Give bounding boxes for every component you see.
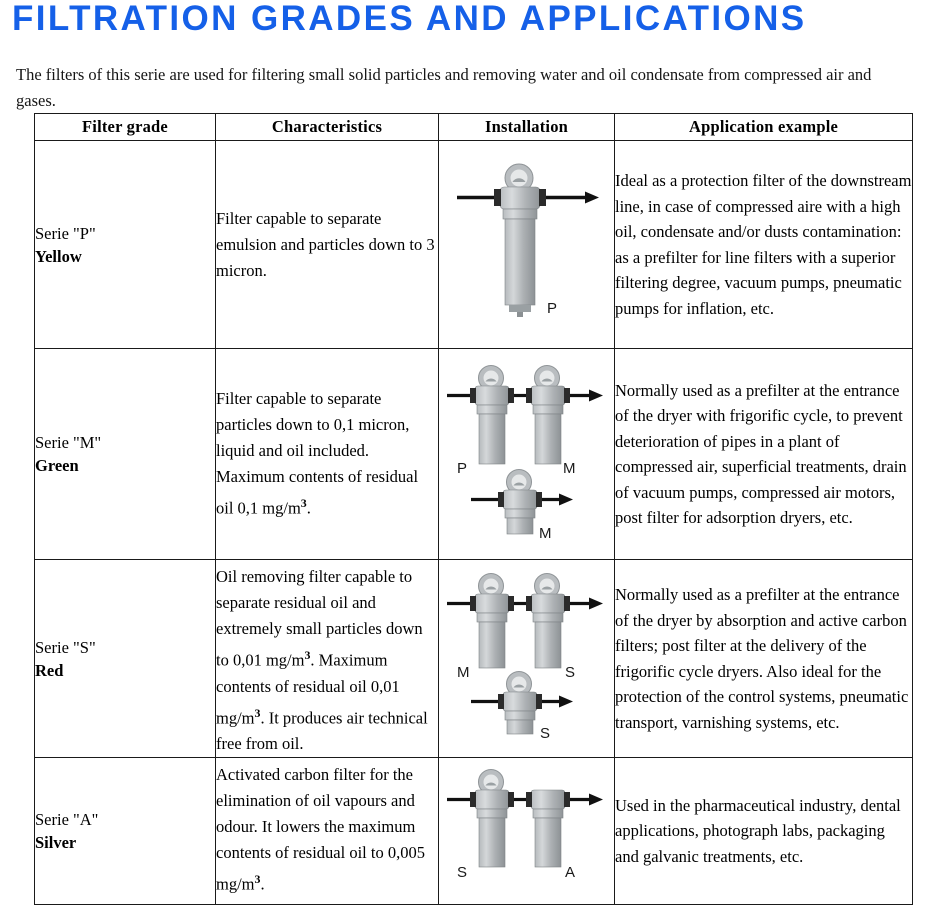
filter-diagram-pair-icon bbox=[443, 765, 611, 897]
diagram-label-m: M bbox=[562, 460, 575, 477]
characteristics-text: Oil removing filter capable to separate residual oil and extremely small particles down to 0,01 mg/m bbox=[216, 567, 423, 670]
installation-diagram-m bbox=[439, 356, 614, 552]
cell-application-s bbox=[615, 560, 913, 758]
filter-diagram-pair-and-single-icon bbox=[443, 566, 611, 752]
serie-colour: Yellow bbox=[35, 246, 82, 266]
filter-unit-right bbox=[526, 573, 575, 681]
column-header-installation: Installation bbox=[439, 114, 615, 141]
page-title: FILTRATION GRADES AND APPLICATIONS bbox=[12, 0, 807, 38]
table-row bbox=[35, 349, 913, 560]
application-text: Ideal as a protection filter of the downstream line, in case of compressed aire with a high oil, condensate and/or dusts contamination: as a prefilter for line filters with a superior filtering degree, vacuum pumps, pneumatic pumps for inflation, etc. bbox=[615, 171, 912, 318]
installation-diagram-s bbox=[439, 566, 614, 752]
diagram-label-p: P bbox=[456, 460, 467, 477]
application-text: Normally used as a prefilter at the entrance of the dryer with frigorific cycle, to prevent deterioration of pipes in a plant of compressed air, superficial treatments, drain of vacuum pumps, compressed air motors, post filter for adsorption dryers, etc. bbox=[615, 380, 907, 527]
cell-installation-m bbox=[439, 349, 615, 560]
cell-application-p bbox=[615, 141, 913, 349]
table-row bbox=[35, 141, 913, 349]
table-header-row bbox=[35, 114, 913, 141]
characteristics-text-2: . Maximum contents of residual oil 0,01 mg/m bbox=[216, 650, 400, 727]
cell-installation-a bbox=[439, 758, 615, 905]
characteristics-text: Activated carbon filter for the elimination of oil vapours and odour. It lowers the maximum contents of residual oil to 0,005 mg/m bbox=[216, 765, 425, 894]
column-header-filter-grade: Filter grade bbox=[35, 114, 216, 141]
column-header-characteristics: Characteristics bbox=[216, 114, 439, 141]
cell-installation-s bbox=[439, 560, 615, 758]
filter-unit-right bbox=[526, 790, 575, 881]
diagram-label-s: S bbox=[456, 864, 467, 881]
filter-unit-left bbox=[457, 573, 514, 681]
application-text: Normally used as a prefilter at the entrance of the dryer by absorption and active carbon filters; post filter at the delivery of the frigorific cycle dryers. Also ideal for the protection of the control systems, pneumatic transport, varnishing systems, etc. bbox=[615, 585, 909, 732]
cubic-exponent-2: 3 bbox=[254, 705, 261, 720]
diagram-label-s: S bbox=[564, 663, 575, 681]
serie-name: Serie "S" bbox=[35, 637, 96, 657]
cubic-exponent: 3 bbox=[300, 496, 307, 511]
cell-installation-p bbox=[439, 141, 615, 349]
diagram-label-m: M bbox=[538, 525, 551, 542]
serie-colour: Red bbox=[35, 660, 64, 680]
characteristics-text-end: . bbox=[306, 498, 311, 518]
cell-characteristics-p bbox=[216, 141, 439, 349]
characteristics-text-end: . It produces air technical free from oil. bbox=[216, 708, 428, 753]
filter-unit-bottom bbox=[498, 671, 550, 742]
cell-filter-grade-a bbox=[35, 758, 216, 905]
column-header-application: Application example bbox=[615, 114, 913, 141]
characteristics-text-end: . bbox=[260, 874, 265, 894]
cell-characteristics-a bbox=[216, 758, 439, 905]
table-row bbox=[35, 560, 913, 758]
serie-colour: Silver bbox=[35, 833, 77, 852]
diagram-label-s: S bbox=[539, 724, 550, 742]
characteristics-text: Filter capable to separate particles down to 0,1 micron, liquid and oil included. Maximum contents of residual oil 0,1 mg/m bbox=[216, 389, 419, 518]
diagram-label-a: A bbox=[564, 864, 575, 881]
filter-unit-right bbox=[526, 366, 576, 478]
filter-unit-left bbox=[457, 366, 514, 478]
filter-diagram-single-tall-icon bbox=[443, 155, 611, 335]
cubic-exponent: 3 bbox=[254, 872, 261, 886]
cubic-exponent: 3 bbox=[304, 648, 311, 662]
serie-name: Serie "M" bbox=[35, 433, 102, 452]
serie-name: Serie "A" bbox=[35, 810, 99, 829]
filter-unit-left bbox=[457, 770, 514, 882]
serie-colour: Green bbox=[35, 456, 79, 475]
cell-filter-grade-p bbox=[35, 141, 216, 349]
filtration-grades-table bbox=[34, 113, 913, 905]
serie-name: Serie "P" bbox=[35, 223, 96, 243]
intro-paragraph: The filters of this serie are used for filtering small solid particles and removing water and oil condensate from compressed air and gases. bbox=[16, 64, 872, 110]
filter-unit-bottom bbox=[498, 470, 552, 543]
cell-characteristics-s bbox=[216, 560, 439, 758]
cell-application-a bbox=[615, 758, 913, 905]
installation-diagram-p bbox=[439, 155, 614, 335]
cell-filter-grade-s bbox=[35, 560, 216, 758]
application-text: Used in the pharmaceutical industry, dental applications, photograph labs, packaging and galvanic treatments, etc. bbox=[615, 795, 901, 866]
diagram-label-p: P bbox=[546, 299, 557, 317]
cell-filter-grade-m bbox=[35, 349, 216, 560]
installation-diagram-a bbox=[439, 765, 614, 897]
characteristics-text: Filter capable to separate emulsion and particles down to 3 micron. bbox=[216, 208, 435, 280]
diagram-label-m: M bbox=[456, 663, 469, 681]
cell-characteristics-m bbox=[216, 349, 439, 560]
filter-diagram-pair-and-single-icon bbox=[443, 356, 611, 552]
table-row bbox=[35, 758, 913, 905]
cell-application-m bbox=[615, 349, 913, 560]
